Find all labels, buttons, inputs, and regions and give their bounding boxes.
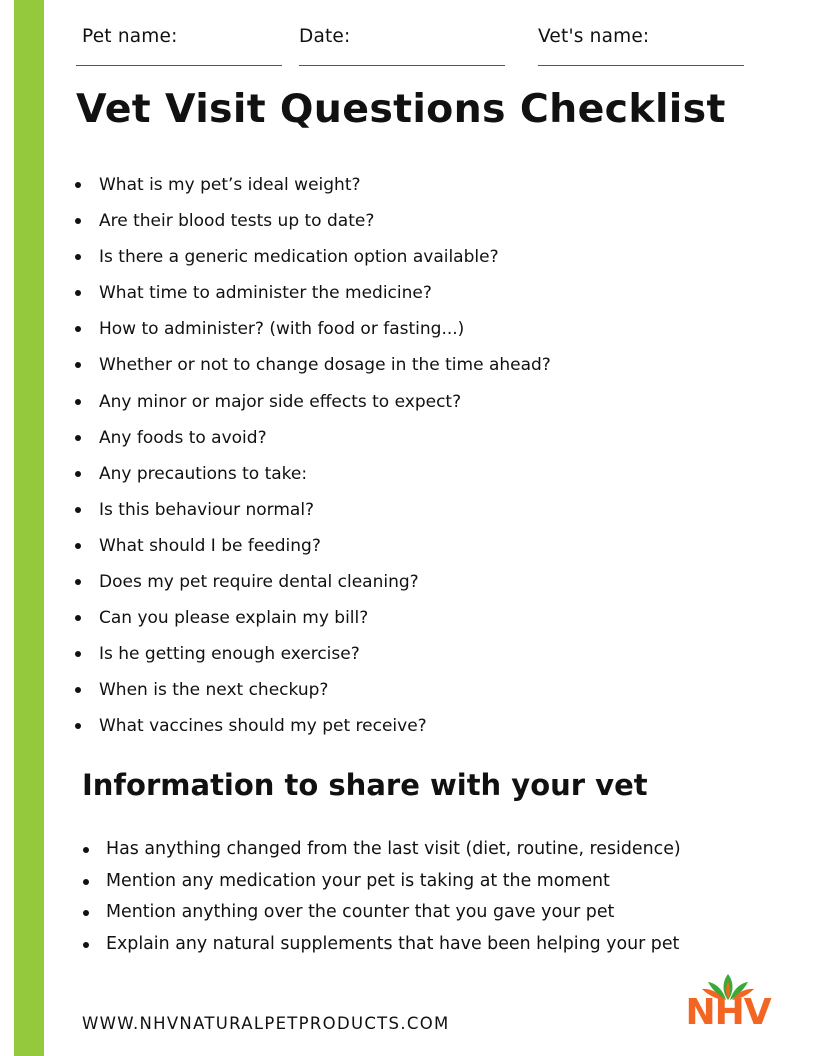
green-accent-bar <box>14 0 44 1056</box>
question-item: When is the next checkup? <box>74 672 551 708</box>
question-item: Is there a generic medication option available? <box>74 239 551 275</box>
question-item: Any precautions to take: <box>74 456 551 492</box>
questions-list <box>74 167 551 745</box>
info-item: Explain any natural supplements that have been helping your pet <box>80 929 681 961</box>
vet-name-field[interactable] <box>538 26 744 66</box>
info-item: Has anything changed from the last visit (diet, routine, residence) <box>80 834 681 866</box>
info-list <box>80 834 681 960</box>
date-field[interactable] <box>299 26 505 66</box>
info-item: Mention any medication your pet is taking at the moment <box>80 866 681 898</box>
pet-name-field[interactable] <box>76 26 282 66</box>
info-item: Mention anything over the counter that you gave your pet <box>80 897 681 929</box>
logo-text: NHV <box>685 992 771 1033</box>
question-item: Can you please explain my bill? <box>74 600 551 636</box>
website-link[interactable]: WWW.NHVNATURALPETPRODUCTS.COM <box>82 1014 450 1033</box>
nhv-logo <box>678 972 778 1038</box>
page-title: Vet Visit Questions Checklist <box>76 86 726 132</box>
question-item: Is he getting enough exercise? <box>74 636 551 672</box>
question-item: What time to administer the medicine? <box>74 275 551 311</box>
question-item: Are their blood tests up to date? <box>74 203 551 239</box>
pet-name-label: Pet name: <box>82 26 178 47</box>
info-section-title: Information to share with your vet <box>82 768 648 802</box>
question-item: How to administer? (with food or fasting...) <box>74 311 551 347</box>
question-item: Any foods to avoid? <box>74 420 551 456</box>
vet-name-label: Vet's name: <box>538 26 650 47</box>
question-item: Any minor or major side effects to expect? <box>74 384 551 420</box>
date-label: Date: <box>299 26 351 47</box>
question-item: What is my pet’s ideal weight? <box>74 167 551 203</box>
question-item: Whether or not to change dosage in the time ahead? <box>74 347 551 383</box>
question-item: What should I be feeding? <box>74 528 551 564</box>
question-item: Does my pet require dental cleaning? <box>74 564 551 600</box>
question-item: What vaccines should my pet receive? <box>74 708 551 744</box>
question-item: Is this behaviour normal? <box>74 492 551 528</box>
